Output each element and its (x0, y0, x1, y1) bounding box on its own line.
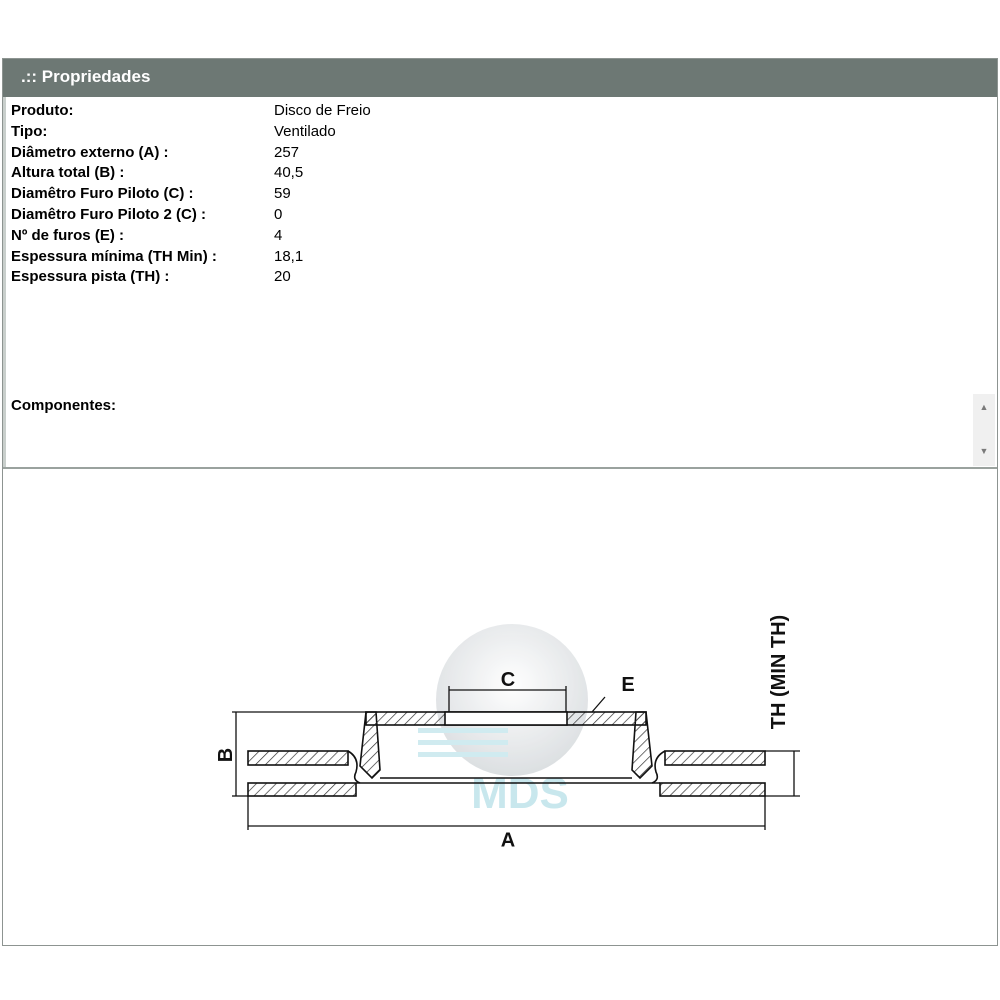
property-value: Disco de Freio (274, 102, 371, 119)
property-label: Nº de furos (E) : (11, 226, 124, 244)
property-label: Altura total (B) : (11, 164, 125, 182)
dimension-label-th: TH (MIN TH) (768, 614, 790, 730)
scroll-down-arrow-icon[interactable]: ▼ (979, 446, 989, 456)
dimension-label-c: C (500, 669, 516, 691)
dimension-label-a: A (500, 829, 516, 852)
property-label: Diamêtro Furo Piloto (C) : (11, 185, 194, 203)
watermark-text: MDS (471, 769, 569, 818)
dimension-label-b: B (215, 747, 237, 763)
property-label: Tipo: (11, 122, 48, 140)
property-value: 4 (274, 226, 283, 244)
property-label: Produto: (11, 102, 74, 119)
property-value: 20 (274, 268, 291, 286)
property-value: 18,1 (274, 247, 304, 265)
property-label: Diamêtro Furo Piloto 2 (C) : (11, 205, 206, 223)
property-value: 40,5 (274, 164, 304, 182)
scroll-up-arrow-icon[interactable]: ▲ (979, 402, 989, 412)
dimension-label-e: E (621, 674, 635, 696)
property-label: Espessura mínima (TH Min) : (11, 247, 217, 265)
property-value: 59 (274, 185, 291, 203)
property-label: Espessura pista (TH) : (11, 268, 170, 286)
property-value: Ventilado (274, 122, 336, 140)
panel-title: .:: Propriedades (3, 59, 997, 97)
components-label: Componentes: (11, 397, 116, 414)
property-value: 0 (274, 205, 283, 223)
property-value: 257 (274, 143, 300, 161)
property-label: Diâmetro externo (A) : (11, 143, 169, 161)
